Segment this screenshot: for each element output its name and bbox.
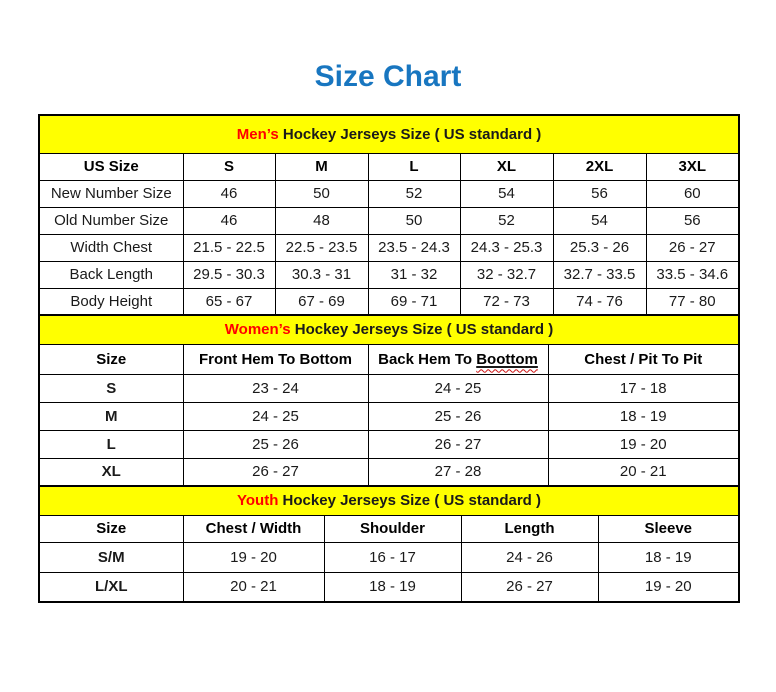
column-header-s: S: [183, 153, 275, 180]
table-row: [39, 430, 739, 458]
misspelled-word: Boottom: [476, 350, 538, 368]
table-row: [39, 374, 739, 402]
value-cell: 50: [368, 207, 460, 234]
mens-size-table: [38, 114, 740, 316]
column-header-chest-pit: Chest / Pit To Pit: [548, 344, 739, 374]
value-cell: 24 - 25: [183, 402, 368, 430]
column-header-chest-width: Chest / Width: [183, 515, 324, 542]
value-cell: 18 - 19: [324, 572, 461, 602]
value-cell: 56: [553, 180, 646, 207]
value-cell: 20 - 21: [183, 572, 324, 602]
womens-section-band: [39, 315, 739, 344]
value-cell: 46: [183, 207, 275, 234]
column-header-m: M: [275, 153, 368, 180]
table-row: [39, 572, 739, 602]
value-cell: 24 - 25: [368, 374, 548, 402]
column-header-l: L: [368, 153, 460, 180]
mens-section-band: [39, 115, 739, 153]
value-cell: 19 - 20: [598, 572, 739, 602]
page-title: Size Chart: [314, 60, 462, 93]
value-cell: 77 - 80: [646, 288, 739, 315]
row-label: L: [39, 430, 183, 458]
value-cell: 18 - 19: [548, 402, 739, 430]
column-header-3xl: 3XL: [646, 153, 739, 180]
womens-size-table: [38, 314, 740, 487]
value-cell: 25.3 - 26: [553, 234, 646, 261]
value-cell: 22.5 - 23.5: [275, 234, 368, 261]
value-cell: 30.3 - 31: [275, 261, 368, 288]
column-header-size: Size: [39, 344, 183, 374]
value-cell: 16 - 17: [324, 542, 461, 572]
value-cell: 21.5 - 22.5: [183, 234, 275, 261]
back-hem-text: Back Hem To: [378, 350, 477, 368]
value-cell: 32.7 - 33.5: [553, 261, 646, 288]
mens-header-row: [39, 153, 739, 180]
value-cell: 26 - 27: [368, 430, 548, 458]
youth-size-table: [38, 485, 740, 603]
value-cell: 27 - 28: [368, 458, 548, 486]
value-cell: 20 - 21: [548, 458, 739, 486]
value-cell: 54: [460, 180, 553, 207]
youth-section-band: [39, 486, 739, 515]
row-label: New Number Size: [39, 180, 183, 207]
value-cell: 23 - 24: [183, 374, 368, 402]
value-cell: 52: [460, 207, 553, 234]
table-row: [39, 261, 739, 288]
table-row: [39, 288, 739, 315]
womens-band-prefix: Women’s: [224, 321, 291, 339]
table-row: [39, 402, 739, 430]
womens-band-rest: Hockey Jerseys Size ( US standard ): [290, 321, 554, 339]
value-cell: 60: [646, 180, 739, 207]
table-row: [39, 207, 739, 234]
value-cell: 25 - 26: [368, 402, 548, 430]
column-header-back-hem: [368, 344, 548, 374]
value-cell: 52: [368, 180, 460, 207]
value-cell: 26 - 27: [646, 234, 739, 261]
column-header-sleeve: Sleeve: [598, 515, 739, 542]
value-cell: 26 - 27: [461, 572, 598, 602]
table-row: [39, 180, 739, 207]
row-label: M: [39, 402, 183, 430]
value-cell: 69 - 71: [368, 288, 460, 315]
row-label: Width Chest: [39, 234, 183, 261]
womens-header-row: [39, 344, 739, 374]
youth-band-prefix: Youth: [237, 492, 279, 510]
row-label: S: [39, 374, 183, 402]
value-cell: 23.5 - 24.3: [368, 234, 460, 261]
value-cell: 46: [183, 180, 275, 207]
value-cell: 72 - 73: [460, 288, 553, 315]
youth-header-row: [39, 515, 739, 542]
value-cell: 56: [646, 207, 739, 234]
column-header-xl: XL: [460, 153, 553, 180]
row-label: Back Length: [39, 261, 183, 288]
row-label: L/XL: [39, 572, 183, 602]
table-row: [39, 234, 739, 261]
row-label: Old Number Size: [39, 207, 183, 234]
mens-band-rest: Hockey Jerseys Size ( US standard ): [278, 125, 542, 143]
value-cell: 31 - 32: [368, 261, 460, 288]
column-header-front-hem: Front Hem To Bottom: [183, 344, 368, 374]
mens-section-header: [39, 115, 739, 153]
value-cell: 26 - 27: [183, 458, 368, 486]
youth-band-rest: Hockey Jerseys Size ( US standard ): [278, 492, 541, 510]
value-cell: 54: [553, 207, 646, 234]
value-cell: 19 - 20: [183, 542, 324, 572]
value-cell: 67 - 69: [275, 288, 368, 315]
value-cell: 74 - 76: [553, 288, 646, 315]
table-row: [39, 542, 739, 572]
value-cell: 50: [275, 180, 368, 207]
value-cell: 48: [275, 207, 368, 234]
value-cell: 18 - 19: [598, 542, 739, 572]
value-cell: 24.3 - 25.3: [460, 234, 553, 261]
column-header-size: Size: [39, 515, 183, 542]
value-cell: 33.5 - 34.6: [646, 261, 739, 288]
row-label: S/M: [39, 542, 183, 572]
value-cell: 17 - 18: [548, 374, 739, 402]
mens-band-prefix: Men’s: [236, 125, 279, 143]
row-label: XL: [39, 458, 183, 486]
value-cell: 19 - 20: [548, 430, 739, 458]
table-row: [39, 458, 739, 486]
youth-section-header: [39, 486, 739, 515]
value-cell: 29.5 - 30.3: [183, 261, 275, 288]
value-cell: 25 - 26: [183, 430, 368, 458]
column-header-length: Length: [461, 515, 598, 542]
value-cell: 24 - 26: [461, 542, 598, 572]
value-cell: 65 - 67: [183, 288, 275, 315]
column-header-shoulder: Shoulder: [324, 515, 461, 542]
column-header-us-size: US Size: [39, 153, 183, 180]
column-header-2xl: 2XL: [553, 153, 646, 180]
value-cell: 32 - 32.7: [460, 261, 553, 288]
row-label: Body Height: [39, 288, 183, 315]
womens-section-header: [39, 315, 739, 344]
